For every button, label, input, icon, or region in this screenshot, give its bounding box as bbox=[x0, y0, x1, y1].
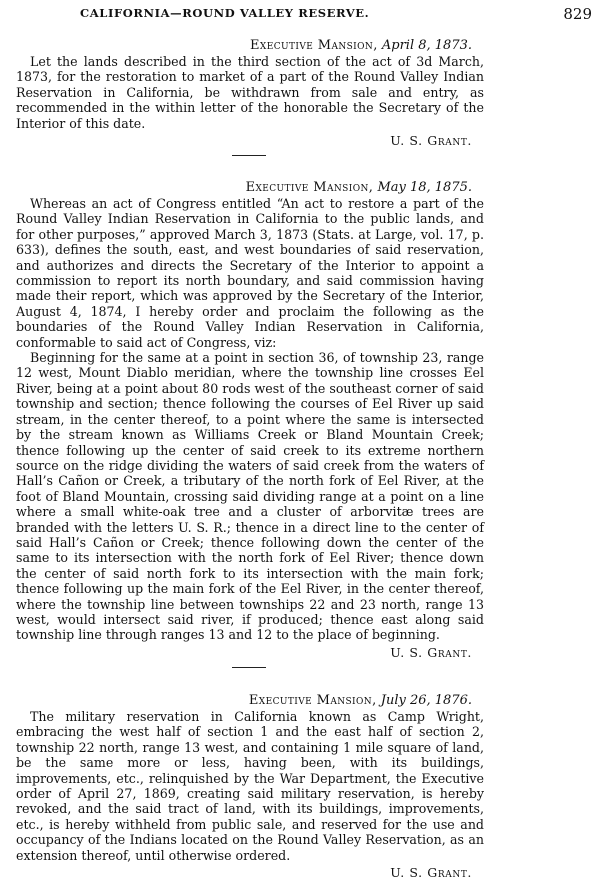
signature-text: U. S. Grant. bbox=[390, 133, 472, 149]
executive-order-1 bbox=[16, 38, 484, 149]
dateline-date: July 26, 1876. bbox=[380, 693, 472, 708]
order-paragraph: The military reservation in California known as Camp Wright, embracing the west half of section 1 and the east half of section 2, township 22 north, range 13 west, and containing 1 mile square of land, be the same more or less, having been, with its buildings, improvements, etc., relinquished by the War Department, the Executive order of April 27, 1869, creating said military reservation, is hereby revoked, and the said tract of land, with its buildings, improvements, etc., is hereby withheld from public sale, and reserved for the use and occupancy of the Indians located on the Round Valley Reservation, as an extension thereof, until otherwise ordered. bbox=[16, 709, 484, 863]
running-title: CALIFORNIA—ROUND VALLEY RESERVE. bbox=[80, 6, 370, 20]
order-paragraph: Beginning for the same at a point in section 36, of township 23, range 12 west, Mount Diablo meridian, where the township line crosses Eel River, being at a point about 80 rods west of the southeast corner of said township and section; thence following the courses of Eel River up said stream, in the center thereof, to a point where the same is intersected by the stream known as Williams Creek or Bland Mountain Creek; thence following up the center of said creek to its extreme northern source on the ridge dividing the waters of said creek from the waters of Hall’s Cañon or Creek, a tributary of the north fork of Eel River, at the foot of Bland Mountain, crossing said dividing range at a point on a line where a small white-oak tree and a cluster of arborvitæ trees are branded with the letters U. S. R.; thence in a direct line to the center of said Hall’s Cañon or Creek; thence following down the center of the same to its intersection with the north fork of Eel River; thence down the center of said north fork to its intersection with the main fork; thence following up the main fork of the Eel River, in the center thereof, where the township line between townships 22 and 23 north, range 13 west, would intersect said river, if produced; thence east along said township line through ranges 13 and 12 to the place of beginning. bbox=[16, 350, 484, 643]
page-number: 829 bbox=[563, 5, 592, 23]
dateline bbox=[16, 180, 484, 195]
running-head bbox=[0, 6, 600, 24]
section-divider bbox=[232, 667, 266, 668]
dateline-date: May 18, 1875. bbox=[377, 180, 472, 195]
signature bbox=[16, 645, 484, 661]
executive-order-3 bbox=[16, 693, 484, 881]
order-paragraph: Let the lands described in the third section of the act of 3d March, 1873, for the restoration to market of a part of the Round Valley Indian Reservation in California, be withdrawn from sale and entry, as recommended in the within letter of the honorable the Secretary of the Interior of this date. bbox=[16, 54, 484, 131]
dateline bbox=[16, 38, 484, 53]
signature bbox=[16, 865, 484, 881]
section-divider bbox=[232, 155, 266, 156]
dateline bbox=[16, 693, 484, 708]
signature-text: U. S. Grant. bbox=[390, 865, 472, 881]
signature-text: U. S. Grant. bbox=[390, 644, 472, 660]
dateline-date: April 8, 1873. bbox=[381, 38, 472, 53]
dateline-place: Executive Mansion, bbox=[245, 180, 374, 195]
executive-order-2 bbox=[16, 180, 484, 661]
order-paragraph: Whereas an act of Congress entitled “An act to restore a part of the Round Valley Indian Reservation in California to the public lands, and for other purposes,” approved March 3, 1873 (Stats. at Large, vol. 17, p. 633), defines the south, east, and west boundaries of said reservation, and authorizes and directs the Secretary of the Interior to appoint a commission to report its north boundary, and said commission having made their report, which was approved by the Secretary of the Interior, August 4, 1874, I hereby order and proclaim the following as the boundaries of the Round Valley Indian Reservation in California, conformable to said act of Congress, viz: bbox=[16, 196, 484, 350]
dateline-place: Executive Mansion, bbox=[250, 38, 378, 53]
signature bbox=[16, 133, 484, 149]
dateline-place: Executive Mansion, bbox=[248, 693, 377, 708]
